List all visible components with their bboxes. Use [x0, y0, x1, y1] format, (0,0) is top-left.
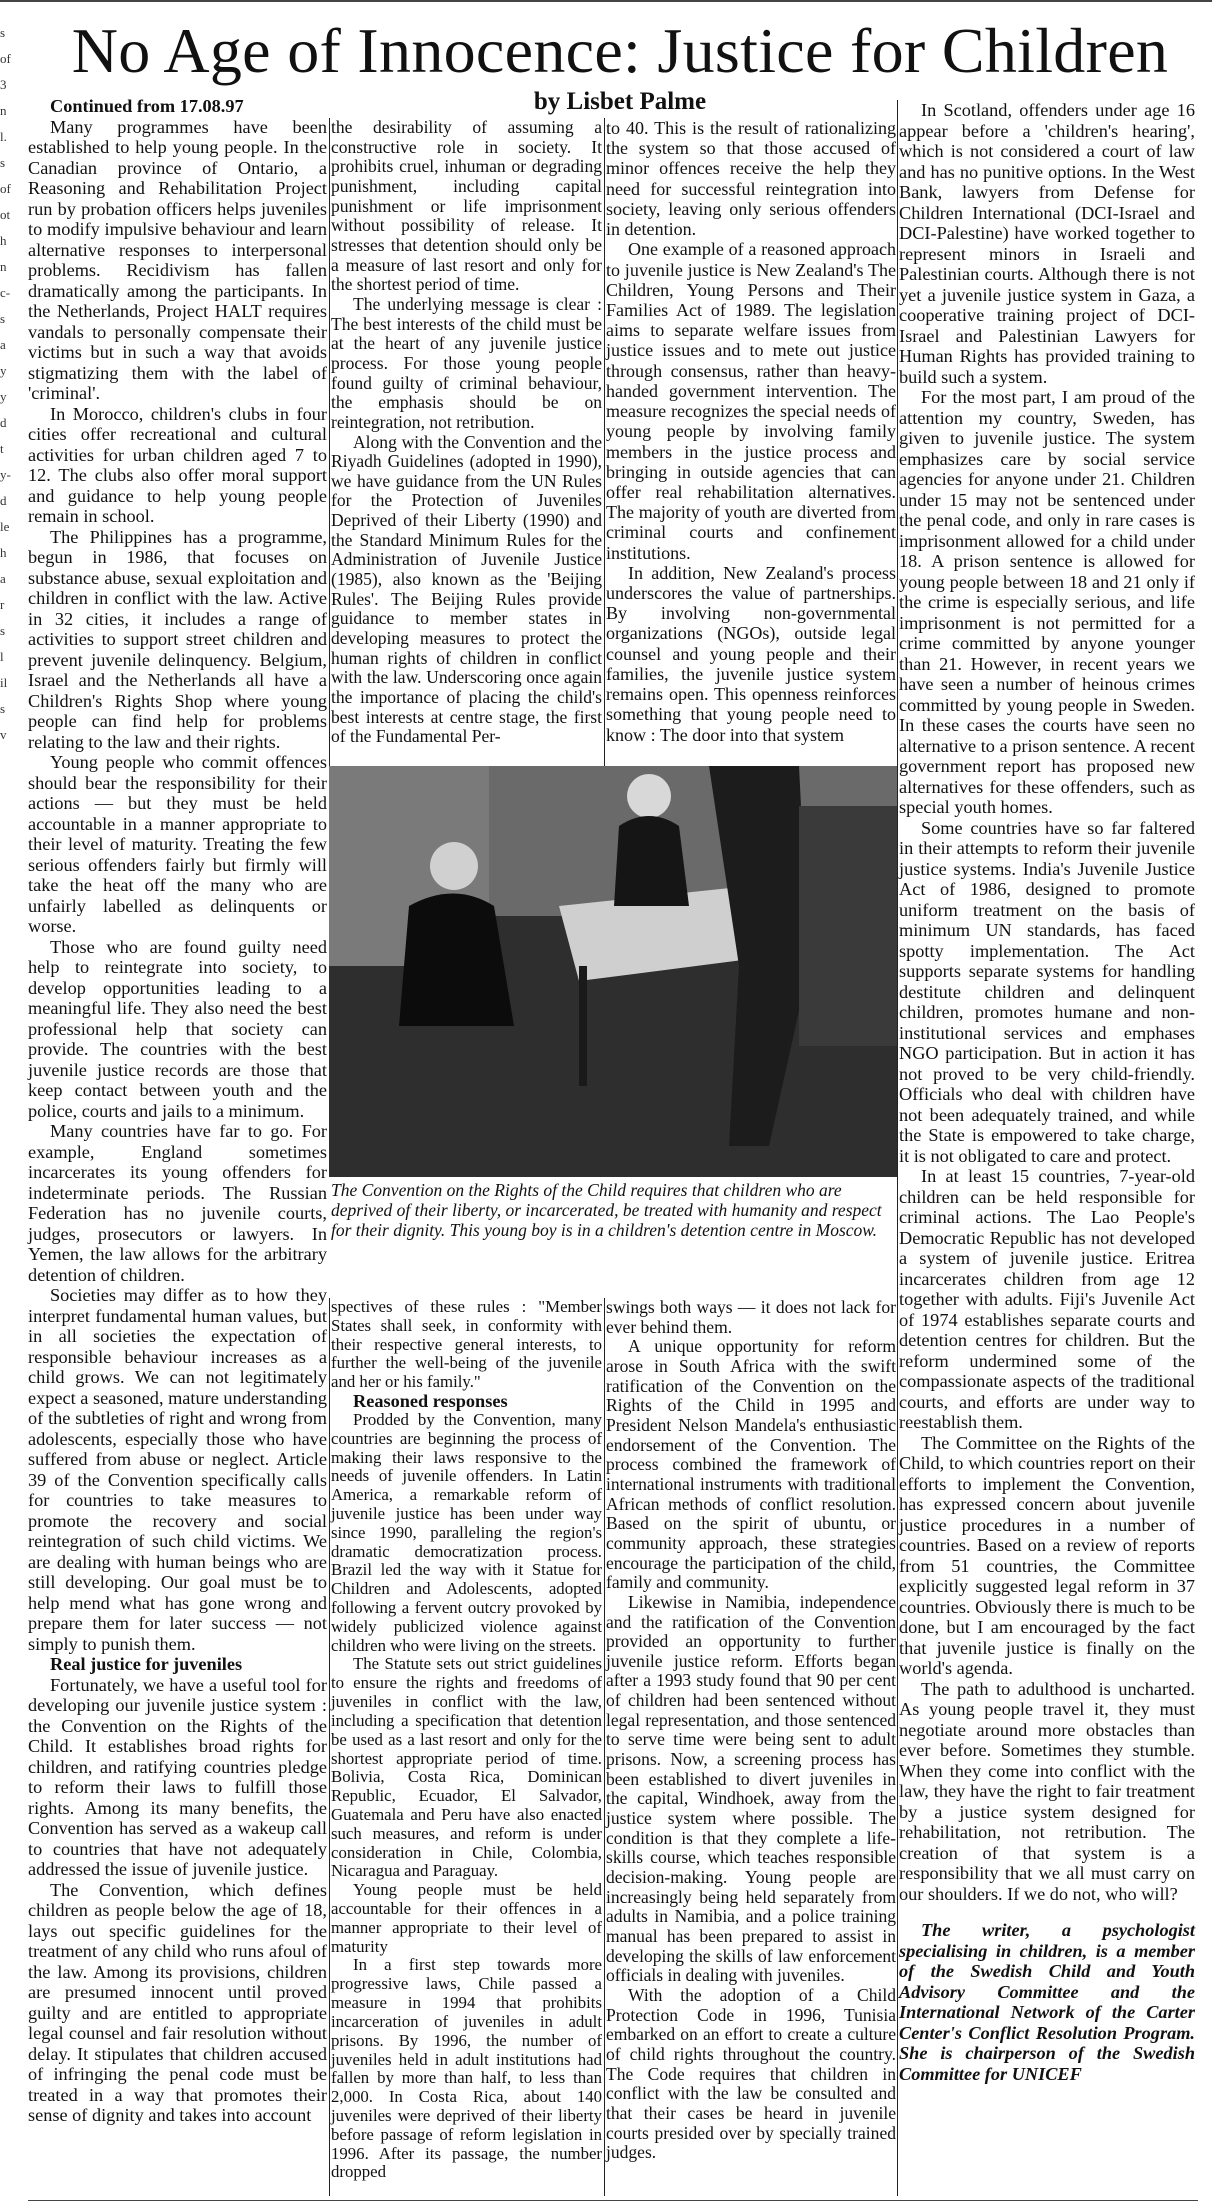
headline: No Age of Innocence: Justice for Children: [71, 15, 1169, 86]
column-4: [899, 100, 1195, 2084]
paragraph: One example of a reasoned approach to juvenile justice is New Zealand's The Children, Young Persons and Their Families Act of 1989. The legislation aims to separate welfare issues from justice issues and to mete out justice through consensus, rather than heavy-handed government intervention. The measure recognizes the special needs of young people by involving family members in the justice process and bringing in outside agencies that can offer real rehabilitation alternatives. The majority of youth are diverted from criminal courts and confinement institutions.: [606, 239, 896, 563]
adjacent-column-fragments: [0, 20, 22, 1620]
paragraph: In addition, New Zealand's process underscores the value of partnerships. By involving non-governmental organizations (NGOs), outside legal counsel and young people and their families, the juvenile justice system remains open. This openness reinforces something that young people need to know : The door into that system: [606, 562, 896, 745]
column-rule: [604, 118, 605, 766]
paragraph: With the adoption of a Child Protection Code in 1996, Tunisia embarked on an effort to create a culture of child rights throughout the country. The Code requires that children in conflict with the law be consulted and that their cases be heard in juvenile courts presided over by specially trained judges.: [606, 1984, 896, 2163]
column-rule: [897, 100, 898, 2196]
gutter-fragment: s: [0, 25, 6, 40]
gutter-fragment: c-: [0, 285, 11, 300]
column-1-continued-body: [28, 1675, 327, 2126]
column-3-body: [606, 118, 896, 745]
continued-note: Continued from 17.08.97: [50, 96, 244, 116]
paragraph: the desirability of assuming a constructive role in society. It prohibits cruel, inhuman or degrading punishment, including capital punishment or life imprisonment without possibility of release. It stresses that detention should only be a measure of last resort and only for the shortest period of time.: [331, 117, 602, 295]
column-4-body: [899, 100, 1195, 1904]
gutter-fragment: t: [0, 441, 4, 456]
author-note: The writer, a psychologist specialising in children, is a member of the Swedish Child and Youth Advisory Committee and the International Network of the Carter Center's Conflict Resolution Program. She is chairperson of the Swedish Committee for UNICEF: [899, 1920, 1195, 2084]
gutter-fragment: l: [0, 649, 4, 664]
gutter-fragment: ot: [0, 207, 11, 222]
gutter-fragment: of: [0, 51, 11, 66]
column-2: [331, 118, 602, 747]
paragraph: Societies may differ as to how they interpret fundamental human values, but in all societies the expectation of responsible behaviour increases as a child grows. We can not legitimately expect a seasoned, mature understanding of the subtleties of right and wrong from adolescents, especially those who have suffered from abuse or neglect. Article 39 of the Convention specifically calls for countries to take measures to promote the recovery and social reintegration of such child victims. We are dealing with human beings who are still developing. Our goal must be to help mend what has gone wrong and prepare them for later success — not simply to punish them.: [28, 1285, 327, 1654]
paragraph: Young people who commit offences should bear the responsibility for their actions — but they must be held accountable in a manner appropriate to their level of maturity. Treating the few serious offenders fairly but firmly will take the heat off the many who are unfairly labelled as delinquents or worse.: [28, 752, 327, 936]
paragraph: swings both ways — it does not lack for ever behind them.: [606, 1297, 896, 1337]
gutter-fragment: l.: [0, 129, 7, 144]
gutter-fragment: v: [0, 727, 7, 742]
gutter-fragment: 3: [0, 77, 7, 92]
gutter-fragment: y: [0, 389, 7, 404]
paragraph: Many programmes have been established to help young people. In the Canadian province of Ontario, a Reasoning and Rehabilitation Project run by probation officers helps juveniles to modify impulsive behaviour and learn alternative responses to interpersonal problems. Recidivism has fallen dramatically among the participants. In the Netherlands, Project HALT requires vandals to personally compensate their victims but in such a way that avoids stigmatizing them with the label of 'criminal'.: [28, 116, 327, 403]
gutter-fragment: y: [0, 363, 7, 378]
paragraph: Some countries have so far faltered in their attempts to reform their juvenile justice systems. India's Juvenile Justice Act of 1986, designed to promote uniform treatment on the basis of minimum UN standards, has faced spotty implementation. The Act supports separate systems for handling destitute children and delinquent children, promotes humane and non-institutional services and emphases NGO participation. But in action it has not proved to be very child-friendly. Officials who deal with children have not been adequately trained, and while the State is empowered to take charge, it is not obligated to care and protect.: [899, 817, 1195, 1166]
detention-centre-photo: [329, 766, 897, 1177]
column-1: [28, 96, 327, 2126]
paragraph: A unique opportunity for reform arose in South Africa with the swift ratification of the Convention on the Rights of the Child in 1995 and President Nelson Mandela's enthusiastic endorsement of the Convention. The process combined the framework of international instruments with traditional African methods of conflict resolution. Based on the spirit of ubuntu, or community approach, these strategies encourage the participation of the child, family and community.: [606, 1336, 896, 1593]
gutter-fragment: d: [0, 415, 7, 430]
paragraph: Young people must be held accountable for their offences in a manner appropriate to their level of maturity: [331, 1880, 602, 1956]
paragraph: Along with the Convention and the Riyadh Guidelines (adopted in 1990), we have guidance from the UN Rules for the Protection of Juveniles Deprived of their Liberty (1990) and the Standard Minimum Rules for the Administration of Juvenile Justice (1985), also known as the 'Beijing Rules'. The Beijing Rules provide guidance to member states in developing measures to protect the human rights of children in conflict with the law. Underscoring once again the importance of placing the child's best interests at centre stage, the first of the Fundamental Per-: [331, 431, 602, 747]
column-3-lower: [606, 1298, 896, 2163]
paragraph: Fortunately, we have a useful tool for developing our juvenile justice system : the Convention on the Rights of the Child. It establishes broad rights for children, and ratifying countries pledge to reform their laws to fulfill those rights. Among its many benefits, the Convention has served as a wakeup call to countries that have not adequately addressed the issue of juvenile justice.: [28, 1674, 327, 1879]
gutter-fragment: s: [0, 155, 6, 170]
subheading-real-justice: Real justice for juveniles: [50, 1654, 243, 1674]
bottom-rule: [28, 2200, 1198, 2201]
gutter-fragment: s: [0, 623, 6, 638]
paragraph: The Philippines has a programme, begun in 1986, that focuses on substance abuse, sexual exploitation and children in conflict with the law. Active in 32 cities, it includes a range of activities to support street children and prevent juvenile delinquency. Belgium, Israel and the Netherlands all have a Children's Rights Shop where young people can find help for problems relating to the law and their rights.: [28, 526, 327, 752]
paragraph: In Scotland, offenders under age 16 appear before a 'children's hearing', which is not considered a court of law and has no punitive options. In the West Bank, lawyers from Defense for Children International (DCI-Israel and DCI-Palestine) have worked together to represent minors in Israeli and Palestinian courts. Although there is not yet a juvenile justice system in Gaza, a cooperative training project of DCI-Israel and Palestinian Lawyers for Human Rights has provided training to build such a system.: [899, 100, 1195, 387]
column-rule: [329, 1298, 330, 2196]
column-rule: [604, 1298, 605, 2196]
gutter-fragment: of: [0, 181, 11, 196]
gutter-fragment: a: [0, 571, 6, 586]
gutter-fragment: r: [0, 597, 5, 612]
paragraph: Many countries have far to go. For example, England sometimes incarcerates its young offenders for indeterminate periods. The Russian Federation has no juvenile courts, judges, prosecutors or lawyers. In Yemen, the law allows for the arbitrary detention of children.: [28, 1121, 327, 1285]
column-rule: [329, 118, 330, 766]
gutter-fragment: il: [0, 675, 8, 690]
photo-illustration: [329, 766, 897, 1177]
paragraph: The underlying message is clear : The best interests of the child must be at the heart of any juvenile justice process. For those young people found guilty of criminal behaviour, the emphasis should be on reintegration, not retribution.: [331, 293, 602, 432]
gutter-fragment: y-: [0, 467, 11, 482]
column-2-body: [331, 118, 602, 747]
column-2-lower: [331, 1298, 602, 2182]
column-2-lower-body: [331, 1298, 602, 1392]
gutter-fragment: n: [0, 259, 7, 274]
paragraph: For the most part, I am proud of the attention my country, Sweden, has given to juvenile justice. The system emphasizes care by social service agencies for anyone under 21. Children under 15 may not be sentenced under the penal code, and only in rare cases is imprisonment allowed for a child under 18. A prison sentence is allowed for young people between 18 and 21 only if the crime is especially serious, and life imprisonment is not permitted for a crime committed by anyone younger than 21. However, in recent years we have seen a number of heinous crimes committed by young people in Sweden. In these cases the courts have seen no alternative to a prison sentence. A recent government report has proposed new alternatives for these offenders, such as special youth homes.: [899, 387, 1195, 817]
paragraph: spectives of these rules : "Member States shall seek, in conformity with their respective general interests, to further the well-being of the juvenile and her or his family.": [331, 1297, 602, 1392]
gutter-fragment: a: [0, 337, 6, 352]
paragraph: Likewise in Namibia, independence and the ratification of the Convention provided an opportunity to further juvenile justice reform. Efforts began after a 1993 study found that 90 per cent of children had been sentenced without legal representation, and those sentenced to serve time were being sent to adult prisons. Now, a screening process has been established to divert juveniles in the capital, Windhoek, away from the justice system where possible. The condition is that they complete a life-skills course, which teaches responsible decision-making. Young people are increasingly being held separately from adults in Namibia, and a police training manual has been prepared to assist in developing the skills of law enforcement officials in dealing with juveniles.: [606, 1591, 896, 1986]
column-1-body: [28, 117, 327, 1655]
paragraph: to 40. This is the result of rationalizing the system so that those accused of minor offences receive the help they need for successful reintegration into society, leaving only serious offenders in detention.: [606, 118, 896, 240]
column-2-lower-more: [331, 1411, 602, 2182]
gutter-fragment: h: [0, 233, 7, 248]
photo-caption: The Convention on the Rights of the Child requires that children who are deprived of their liberty, or incarcerated, be treated with humanity and respect for their dignity. This young boy is in a children's detention centre in Moscow.: [331, 1180, 882, 1240]
column-3-lower-body: [606, 1298, 896, 2163]
gutter-fragment: h: [0, 545, 7, 560]
paragraph: The path to adulthood is uncharted. As young people travel it, they must negotiate around more obstacles than ever before. Sometimes they stumble. When they come into conflict with the law, they have the right to fair treatment by a justice system designed for rehabilitation, not retribution. The creation of that system is a responsibility that we all must carry on our shoulders. If we do not, who will?: [899, 1678, 1195, 1904]
top-rule: [0, 0, 1212, 8]
gutter-fragment: le: [0, 519, 10, 534]
paragraph: The Committee on the Rights of the Child, to which countries report on their efforts to implement the Convention, has expressed concern about juvenile justice procedures in a number of countries. Based on a review of reports from 51 countries, the Committee explicitly suggested legal reform in 37 countries. Obviously there is much to be done, but I am encouraged by the fact that juvenile justice is finally on the world's agenda.: [899, 1432, 1195, 1678]
column-3: [606, 118, 896, 745]
paragraph: Those who are found guilty need help to reintegrate into society, to develop opportunities leading to a meaningful life. They also need the best professional help that society can provide. The countries with the best juvenile justice records are those that keep contact between youth and the police, courts and jails to a minimum.: [28, 936, 327, 1121]
paragraph: In Morocco, children's clubs in four cities offer recreational and cultural activities for urban children aged 7 to 12. The clubs also offer moral support and guidance to help young people remain in school.: [28, 403, 327, 526]
paragraph: In a first step towards more progressive laws, Chile passed a measure in 1994 that prohibits incarceration of juveniles in adult prisons. By 1996, the number of juveniles held in adult institutions had fallen by more than half, to less than 2,000. In Costa Rica, about 140 juveniles were deprived of their liberty before passage of reform legislation in 1996. After its passage, the number dropped: [331, 1955, 602, 2182]
byline: by Lisbet Palme: [533, 88, 707, 115]
gutter-fragment: s: [0, 701, 6, 716]
paragraph: The Convention, which defines children as people below the age of 18, lays out specific guidelines for the treatment of any child who runs afoul of the law. Among its provisions, children are presumed innocent until proved guilty and are entitled to appropriate legal counsel and fair resolution without delay. It stipulates that children accused of infringing the penal code must be treated in a way that promotes their sense of dignity and takes into account: [28, 1879, 327, 2125]
paragraph: The Statute sets out strict guidelines to ensure the rights and freedoms of juveniles in conflict with the law, including a specification that detention be used as a last resort and only for the shortest appropriate period of time. Bolivia, Costa Rica, Dominican Republic, Ecuador, El Salvador, Guatemala and Peru have also enacted such measures, and reform is under consideration in Chile, Colombia, Nicaragua and Paraguay.: [331, 1654, 602, 1881]
paragraph: Prodded by the Convention, many countries are beginning the process of making their laws responsive to the needs of juvenile offenders. In Latin America, a remarkable reform of juvenile justice has been under way since 1990, paralleling the region's dramatic democratization process. Brazil led the way with it Statue for Children and Adolescents, adopted following a fervent outcry provoked by widely publicized violence against children who were living on the streets.: [331, 1409, 602, 1655]
paragraph: In at least 15 countries, 7-year-old children can be held responsible for criminal actions. The Lao People's Democratic Republic has not developed a system of juvenile justice. Eritrea incarcerates children from age 12 together with adults. Fiji's Juvenile Act of 1974 establishes separate courts and detention centres for children. But the reform undermined some of the compassionate aspects of the traditional courts, and efforts are under way to reestablish them.: [899, 1166, 1195, 1432]
gutter-fragment: n: [0, 103, 7, 118]
subheading-reasoned-responses: Reasoned responses: [353, 1391, 508, 1412]
gutter-fragment: d: [0, 493, 7, 508]
gutter-fragment: s: [0, 311, 6, 326]
